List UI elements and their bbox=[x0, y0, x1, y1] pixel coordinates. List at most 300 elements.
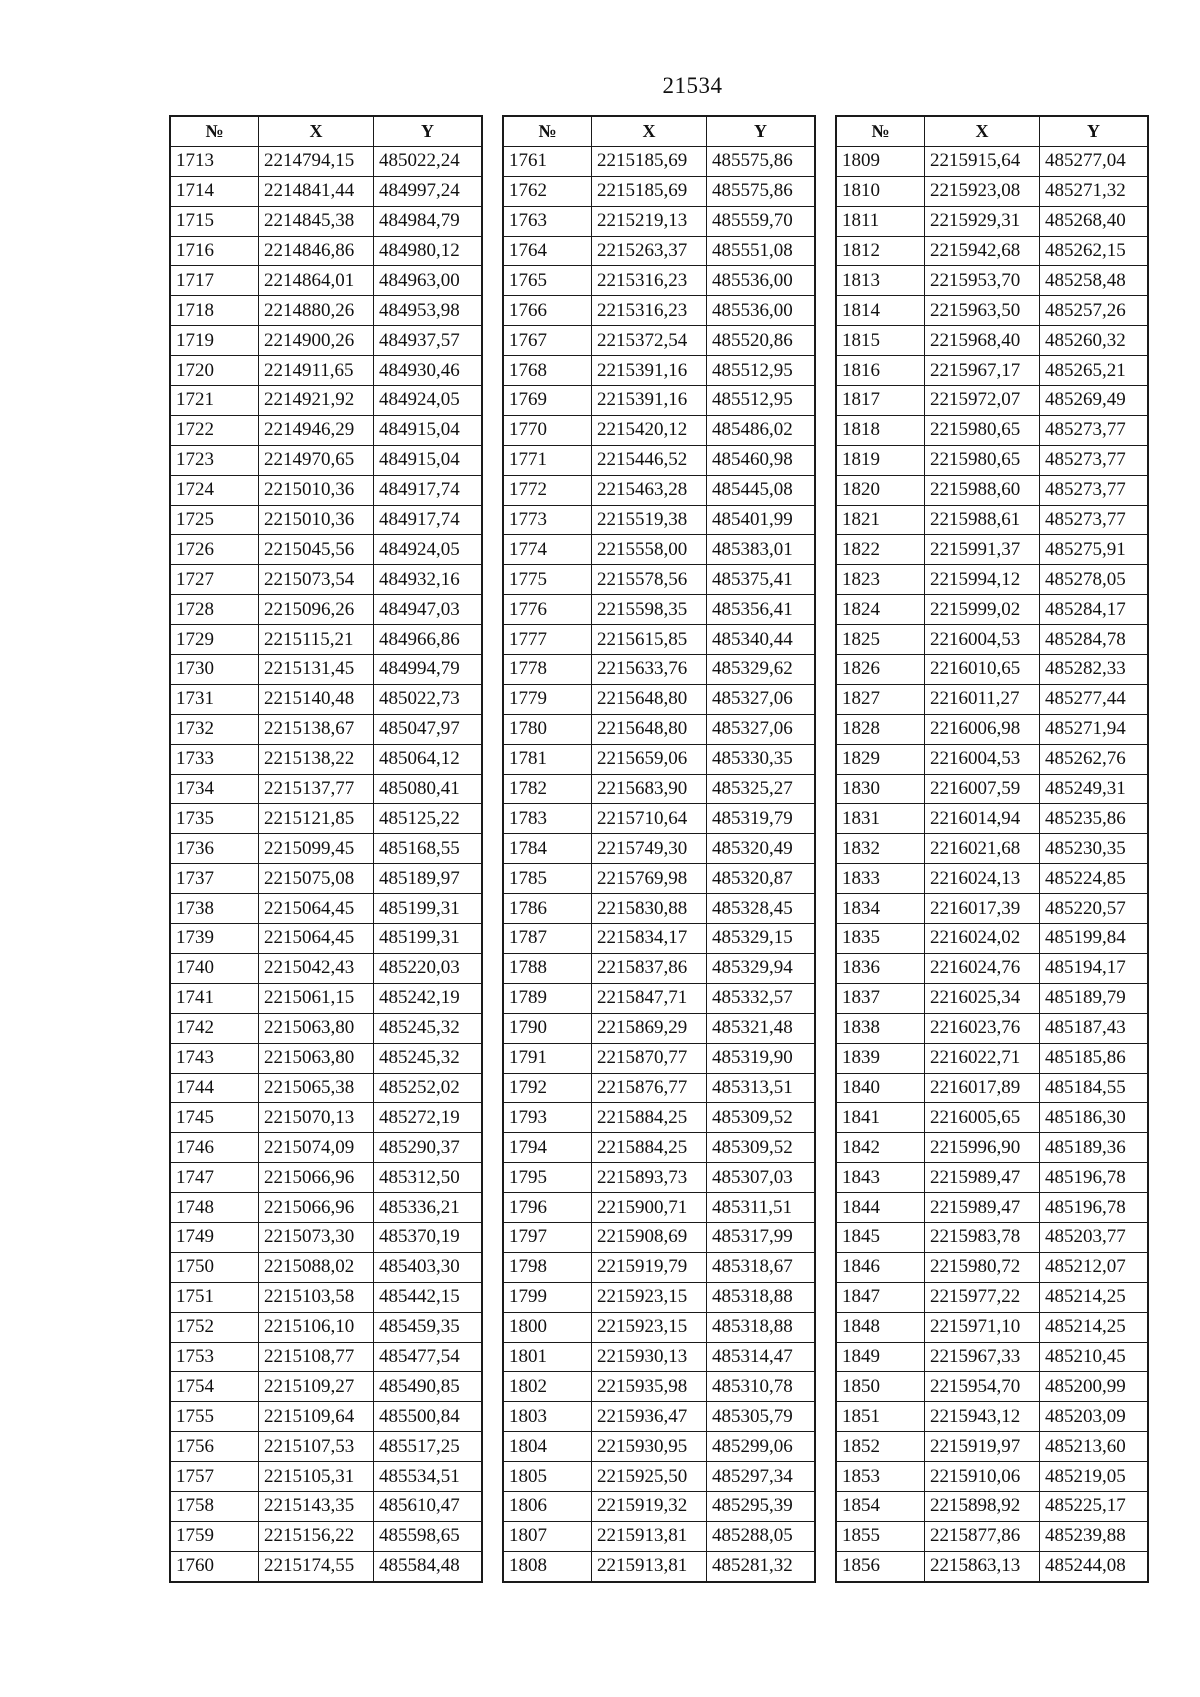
point-number-cell: 1831 bbox=[837, 804, 925, 834]
table-row bbox=[504, 1282, 815, 1312]
x-coordinate-cell: 2215749,30 bbox=[592, 834, 707, 864]
y-coordinate-cell: 485064,12 bbox=[374, 744, 482, 774]
y-coordinate-cell: 484937,57 bbox=[374, 326, 482, 356]
y-coordinate-cell: 485318,88 bbox=[707, 1282, 815, 1312]
table-row bbox=[171, 1491, 482, 1521]
point-number-cell: 1772 bbox=[504, 475, 592, 505]
table-row bbox=[837, 1193, 1148, 1223]
point-number-cell: 1713 bbox=[171, 146, 259, 176]
point-number-cell: 1808 bbox=[504, 1551, 592, 1581]
point-number-cell: 1731 bbox=[171, 684, 259, 714]
table-row bbox=[171, 146, 482, 176]
y-coordinate-cell: 484924,05 bbox=[374, 535, 482, 565]
point-number-cell: 1744 bbox=[171, 1073, 259, 1103]
y-coordinate-cell: 485383,01 bbox=[707, 535, 815, 565]
y-coordinate-cell: 485309,52 bbox=[707, 1133, 815, 1163]
x-coordinate-cell: 2216010,65 bbox=[925, 655, 1040, 685]
x-coordinate-cell: 2215834,17 bbox=[592, 924, 707, 954]
y-coordinate-cell: 485517,25 bbox=[374, 1432, 482, 1462]
point-number-cell: 1795 bbox=[504, 1163, 592, 1193]
x-coordinate-cell: 2215137,77 bbox=[259, 774, 374, 804]
table-row bbox=[171, 894, 482, 924]
x-coordinate-cell: 2216017,39 bbox=[925, 894, 1040, 924]
x-coordinate-cell: 2215156,22 bbox=[259, 1521, 374, 1551]
y-coordinate-cell: 485311,51 bbox=[707, 1193, 815, 1223]
point-number-cell: 1817 bbox=[837, 386, 925, 416]
y-coordinate-cell: 485273,77 bbox=[1040, 505, 1148, 535]
x-coordinate-cell: 2215558,00 bbox=[592, 535, 707, 565]
point-number-cell: 1832 bbox=[837, 834, 925, 864]
x-coordinate-cell: 2215391,16 bbox=[592, 356, 707, 386]
column-header-y: Y bbox=[1040, 117, 1148, 147]
table-row bbox=[504, 804, 815, 834]
point-number-cell: 1720 bbox=[171, 356, 259, 386]
table-row bbox=[837, 1222, 1148, 1252]
x-coordinate-cell: 2214970,65 bbox=[259, 445, 374, 475]
point-number-cell: 1809 bbox=[837, 146, 925, 176]
point-number-cell: 1819 bbox=[837, 445, 925, 475]
point-number-cell: 1790 bbox=[504, 1013, 592, 1043]
x-coordinate-cell: 2215065,38 bbox=[259, 1073, 374, 1103]
table-row bbox=[171, 1462, 482, 1492]
point-number-cell: 1745 bbox=[171, 1103, 259, 1133]
point-number-cell: 1835 bbox=[837, 924, 925, 954]
x-coordinate-cell: 2215185,69 bbox=[592, 146, 707, 176]
point-number-cell: 1742 bbox=[171, 1013, 259, 1043]
point-number-cell: 1781 bbox=[504, 744, 592, 774]
point-number-cell: 1852 bbox=[837, 1432, 925, 1462]
point-number-cell: 1791 bbox=[504, 1043, 592, 1073]
x-coordinate-cell: 2215463,28 bbox=[592, 475, 707, 505]
table-row bbox=[504, 445, 815, 475]
y-coordinate-cell: 485273,77 bbox=[1040, 475, 1148, 505]
y-coordinate-cell: 485318,67 bbox=[707, 1252, 815, 1282]
point-number-cell: 1757 bbox=[171, 1462, 259, 1492]
point-number-cell: 1773 bbox=[504, 505, 592, 535]
table-row bbox=[504, 595, 815, 625]
y-coordinate-cell: 485214,25 bbox=[1040, 1282, 1148, 1312]
point-number-cell: 1838 bbox=[837, 1013, 925, 1043]
column-header-x: X bbox=[925, 117, 1040, 147]
table-row bbox=[837, 1462, 1148, 1492]
x-coordinate-cell: 2214880,26 bbox=[259, 296, 374, 326]
y-coordinate-cell: 485242,19 bbox=[374, 983, 482, 1013]
table-row bbox=[837, 834, 1148, 864]
x-coordinate-cell: 2215010,36 bbox=[259, 475, 374, 505]
x-coordinate-cell: 2215769,98 bbox=[592, 864, 707, 894]
x-coordinate-cell: 2215316,23 bbox=[592, 296, 707, 326]
y-coordinate-cell: 485284,78 bbox=[1040, 625, 1148, 655]
y-coordinate-cell: 485262,15 bbox=[1040, 236, 1148, 266]
x-coordinate-cell: 2215996,90 bbox=[925, 1133, 1040, 1163]
x-coordinate-cell: 2215070,13 bbox=[259, 1103, 374, 1133]
point-number-cell: 1841 bbox=[837, 1103, 925, 1133]
point-number-cell: 1759 bbox=[171, 1521, 259, 1551]
point-number-cell: 1855 bbox=[837, 1521, 925, 1551]
point-number-cell: 1753 bbox=[171, 1342, 259, 1372]
table-row bbox=[837, 714, 1148, 744]
point-number-cell: 1844 bbox=[837, 1193, 925, 1223]
y-coordinate-cell: 485244,08 bbox=[1040, 1551, 1148, 1581]
table-row bbox=[504, 983, 815, 1013]
table-row bbox=[837, 386, 1148, 416]
y-coordinate-cell: 484997,24 bbox=[374, 176, 482, 206]
y-coordinate-cell: 485318,88 bbox=[707, 1312, 815, 1342]
x-coordinate-cell: 2215954,70 bbox=[925, 1372, 1040, 1402]
point-number-cell: 1717 bbox=[171, 266, 259, 296]
point-number-cell: 1740 bbox=[171, 953, 259, 983]
table-row bbox=[171, 595, 482, 625]
y-coordinate-cell: 485327,06 bbox=[707, 684, 815, 714]
column-header-y: Y bbox=[707, 117, 815, 147]
x-coordinate-cell: 2215877,86 bbox=[925, 1521, 1040, 1551]
x-coordinate-cell: 2215930,95 bbox=[592, 1432, 707, 1462]
table-header-row bbox=[504, 117, 815, 147]
x-coordinate-cell: 2215045,56 bbox=[259, 535, 374, 565]
point-number-cell: 1758 bbox=[171, 1491, 259, 1521]
x-coordinate-cell: 2215837,86 bbox=[592, 953, 707, 983]
point-number-cell: 1839 bbox=[837, 1043, 925, 1073]
table-row bbox=[171, 834, 482, 864]
table-row bbox=[171, 1521, 482, 1551]
x-coordinate-cell: 2215263,37 bbox=[592, 236, 707, 266]
y-coordinate-cell: 484980,12 bbox=[374, 236, 482, 266]
x-coordinate-cell: 2215977,22 bbox=[925, 1282, 1040, 1312]
y-coordinate-cell: 485332,57 bbox=[707, 983, 815, 1013]
point-number-cell: 1793 bbox=[504, 1103, 592, 1133]
x-coordinate-cell: 2216021,68 bbox=[925, 834, 1040, 864]
y-coordinate-cell: 484930,46 bbox=[374, 356, 482, 386]
table-row bbox=[504, 864, 815, 894]
y-coordinate-cell: 485185,86 bbox=[1040, 1043, 1148, 1073]
x-coordinate-cell: 2215578,56 bbox=[592, 565, 707, 595]
x-coordinate-cell: 2215913,81 bbox=[592, 1521, 707, 1551]
point-number-cell: 1787 bbox=[504, 924, 592, 954]
y-coordinate-cell: 484915,04 bbox=[374, 415, 482, 445]
y-coordinate-cell: 485200,99 bbox=[1040, 1372, 1148, 1402]
table-row bbox=[171, 445, 482, 475]
table-row bbox=[837, 894, 1148, 924]
point-number-cell: 1766 bbox=[504, 296, 592, 326]
point-number-cell: 1824 bbox=[837, 595, 925, 625]
point-number-cell: 1726 bbox=[171, 535, 259, 565]
x-coordinate-cell: 2215074,09 bbox=[259, 1133, 374, 1163]
x-coordinate-cell: 2215847,71 bbox=[592, 983, 707, 1013]
table-row bbox=[171, 1402, 482, 1432]
point-number-cell: 1820 bbox=[837, 475, 925, 505]
x-coordinate-cell: 2216004,53 bbox=[925, 744, 1040, 774]
point-number-cell: 1794 bbox=[504, 1133, 592, 1163]
y-coordinate-cell: 485275,91 bbox=[1040, 535, 1148, 565]
y-coordinate-cell: 485312,50 bbox=[374, 1163, 482, 1193]
point-number-cell: 1856 bbox=[837, 1551, 925, 1581]
point-number-cell: 1714 bbox=[171, 176, 259, 206]
table-row bbox=[837, 1282, 1148, 1312]
x-coordinate-cell: 2215633,76 bbox=[592, 655, 707, 685]
table-row bbox=[171, 505, 482, 535]
y-coordinate-cell: 485500,84 bbox=[374, 1402, 482, 1432]
point-number-cell: 1735 bbox=[171, 804, 259, 834]
x-coordinate-cell: 2215061,15 bbox=[259, 983, 374, 1013]
table-row bbox=[171, 1163, 482, 1193]
y-coordinate-cell: 485189,79 bbox=[1040, 983, 1148, 1013]
point-number-cell: 1806 bbox=[504, 1491, 592, 1521]
x-coordinate-cell: 2215953,70 bbox=[925, 266, 1040, 296]
x-coordinate-cell: 2215999,02 bbox=[925, 595, 1040, 625]
table-row bbox=[837, 475, 1148, 505]
table-row bbox=[837, 326, 1148, 356]
x-coordinate-cell: 2216011,27 bbox=[925, 684, 1040, 714]
point-number-cell: 1801 bbox=[504, 1342, 592, 1372]
x-coordinate-cell: 2214946,29 bbox=[259, 415, 374, 445]
point-number-cell: 1729 bbox=[171, 625, 259, 655]
y-coordinate-cell: 485168,55 bbox=[374, 834, 482, 864]
table-row bbox=[837, 1252, 1148, 1282]
point-number-cell: 1718 bbox=[171, 296, 259, 326]
y-coordinate-cell: 485575,86 bbox=[707, 176, 815, 206]
x-coordinate-cell: 2215420,12 bbox=[592, 415, 707, 445]
y-coordinate-cell: 484915,04 bbox=[374, 445, 482, 475]
point-number-cell: 1734 bbox=[171, 774, 259, 804]
x-coordinate-cell: 2216005,65 bbox=[925, 1103, 1040, 1133]
y-coordinate-cell: 485460,98 bbox=[707, 445, 815, 475]
table-row bbox=[504, 535, 815, 565]
x-coordinate-cell: 2215830,88 bbox=[592, 894, 707, 924]
x-coordinate-cell: 2215936,47 bbox=[592, 1402, 707, 1432]
y-coordinate-cell: 484932,16 bbox=[374, 565, 482, 595]
y-coordinate-cell: 485249,31 bbox=[1040, 774, 1148, 804]
point-number-cell: 1780 bbox=[504, 714, 592, 744]
y-coordinate-cell: 485320,49 bbox=[707, 834, 815, 864]
point-number-cell: 1722 bbox=[171, 415, 259, 445]
table-row bbox=[837, 983, 1148, 1013]
y-coordinate-cell: 485559,70 bbox=[707, 206, 815, 236]
table-row bbox=[171, 1432, 482, 1462]
table-row bbox=[171, 924, 482, 954]
table-row bbox=[171, 236, 482, 266]
point-number-cell: 1746 bbox=[171, 1133, 259, 1163]
point-number-cell: 1848 bbox=[837, 1312, 925, 1342]
y-coordinate-cell: 485314,47 bbox=[707, 1342, 815, 1372]
x-coordinate-cell: 2216014,94 bbox=[925, 804, 1040, 834]
x-coordinate-cell: 2215994,12 bbox=[925, 565, 1040, 595]
x-coordinate-cell: 2215064,45 bbox=[259, 924, 374, 954]
y-coordinate-cell: 485477,54 bbox=[374, 1342, 482, 1372]
point-number-cell: 1721 bbox=[171, 386, 259, 416]
x-coordinate-cell: 2215174,55 bbox=[259, 1551, 374, 1581]
x-coordinate-cell: 2214794,15 bbox=[259, 146, 374, 176]
x-coordinate-cell: 2215391,16 bbox=[592, 386, 707, 416]
table-row bbox=[504, 236, 815, 266]
y-coordinate-cell: 485277,44 bbox=[1040, 684, 1148, 714]
x-coordinate-cell: 2215989,47 bbox=[925, 1163, 1040, 1193]
point-number-cell: 1823 bbox=[837, 565, 925, 595]
point-number-cell: 1836 bbox=[837, 953, 925, 983]
column-header-x: X bbox=[592, 117, 707, 147]
y-coordinate-cell: 485213,60 bbox=[1040, 1432, 1148, 1462]
table-row bbox=[171, 535, 482, 565]
table-row bbox=[504, 415, 815, 445]
table-row bbox=[837, 356, 1148, 386]
table-row bbox=[837, 296, 1148, 326]
x-coordinate-cell: 2216024,76 bbox=[925, 953, 1040, 983]
table-row bbox=[171, 1103, 482, 1133]
x-coordinate-cell: 2215884,25 bbox=[592, 1103, 707, 1133]
table-row bbox=[504, 1193, 815, 1223]
y-coordinate-cell: 485290,37 bbox=[374, 1133, 482, 1163]
x-coordinate-cell: 2215971,10 bbox=[925, 1312, 1040, 1342]
table-row bbox=[837, 744, 1148, 774]
x-coordinate-cell: 2215923,08 bbox=[925, 176, 1040, 206]
table-header-row bbox=[837, 117, 1148, 147]
x-coordinate-cell: 2215919,97 bbox=[925, 1432, 1040, 1462]
x-coordinate-cell: 2215923,15 bbox=[592, 1312, 707, 1342]
y-coordinate-cell: 485080,41 bbox=[374, 774, 482, 804]
table-row bbox=[504, 326, 815, 356]
x-coordinate-cell: 2215105,31 bbox=[259, 1462, 374, 1492]
y-coordinate-cell: 485282,33 bbox=[1040, 655, 1148, 685]
x-coordinate-cell: 2215010,36 bbox=[259, 505, 374, 535]
table-row bbox=[504, 206, 815, 236]
table-row bbox=[171, 1252, 482, 1282]
x-coordinate-cell: 2215088,02 bbox=[259, 1252, 374, 1282]
table-row bbox=[171, 625, 482, 655]
point-number-cell: 1770 bbox=[504, 415, 592, 445]
point-number-cell: 1764 bbox=[504, 236, 592, 266]
table-row bbox=[504, 1342, 815, 1372]
y-coordinate-cell: 485258,48 bbox=[1040, 266, 1148, 296]
point-number-cell: 1756 bbox=[171, 1432, 259, 1462]
y-coordinate-cell: 485230,35 bbox=[1040, 834, 1148, 864]
y-coordinate-cell: 485575,86 bbox=[707, 146, 815, 176]
table-row bbox=[504, 834, 815, 864]
x-coordinate-cell: 2215316,23 bbox=[592, 266, 707, 296]
x-coordinate-cell: 2215138,67 bbox=[259, 714, 374, 744]
table-row bbox=[837, 625, 1148, 655]
point-number-cell: 1779 bbox=[504, 684, 592, 714]
x-coordinate-cell: 2215967,33 bbox=[925, 1342, 1040, 1372]
y-coordinate-cell: 485125,22 bbox=[374, 804, 482, 834]
point-number-cell: 1810 bbox=[837, 176, 925, 206]
table-row bbox=[837, 1312, 1148, 1342]
point-number-cell: 1798 bbox=[504, 1252, 592, 1282]
x-coordinate-cell: 2214864,01 bbox=[259, 266, 374, 296]
table-row bbox=[171, 655, 482, 685]
point-number-cell: 1765 bbox=[504, 266, 592, 296]
table-row bbox=[837, 266, 1148, 296]
point-number-cell: 1822 bbox=[837, 535, 925, 565]
table-row bbox=[504, 1551, 815, 1581]
y-coordinate-cell: 485199,31 bbox=[374, 894, 482, 924]
y-coordinate-cell: 485277,04 bbox=[1040, 146, 1148, 176]
table-row bbox=[171, 475, 482, 505]
x-coordinate-cell: 2215108,77 bbox=[259, 1342, 374, 1372]
y-coordinate-cell: 485319,90 bbox=[707, 1043, 815, 1073]
point-number-cell: 1799 bbox=[504, 1282, 592, 1312]
y-coordinate-cell: 484917,74 bbox=[374, 475, 482, 505]
table-row bbox=[837, 1163, 1148, 1193]
y-coordinate-cell: 485490,85 bbox=[374, 1372, 482, 1402]
y-coordinate-cell: 485186,30 bbox=[1040, 1103, 1148, 1133]
y-coordinate-cell: 485260,32 bbox=[1040, 326, 1148, 356]
x-coordinate-cell: 2215942,68 bbox=[925, 236, 1040, 266]
point-number-cell: 1786 bbox=[504, 894, 592, 924]
table-row bbox=[171, 953, 482, 983]
table-row bbox=[504, 774, 815, 804]
x-coordinate-cell: 2216024,13 bbox=[925, 864, 1040, 894]
table-row bbox=[171, 1193, 482, 1223]
y-coordinate-cell: 485189,97 bbox=[374, 864, 482, 894]
point-number-cell: 1853 bbox=[837, 1462, 925, 1492]
y-coordinate-cell: 485327,06 bbox=[707, 714, 815, 744]
table-row bbox=[504, 1521, 815, 1551]
y-coordinate-cell: 485224,85 bbox=[1040, 864, 1148, 894]
point-number-cell: 1771 bbox=[504, 445, 592, 475]
x-coordinate-cell: 2215930,13 bbox=[592, 1342, 707, 1372]
y-coordinate-cell: 485330,35 bbox=[707, 744, 815, 774]
y-coordinate-cell: 485199,31 bbox=[374, 924, 482, 954]
table-row bbox=[171, 326, 482, 356]
table-row bbox=[837, 1521, 1148, 1551]
y-coordinate-cell: 485401,99 bbox=[707, 505, 815, 535]
table-row bbox=[504, 296, 815, 326]
x-coordinate-cell: 2215648,80 bbox=[592, 684, 707, 714]
table-row bbox=[837, 1491, 1148, 1521]
x-coordinate-cell: 2215121,85 bbox=[259, 804, 374, 834]
x-coordinate-cell: 2216007,59 bbox=[925, 774, 1040, 804]
table-row bbox=[504, 744, 815, 774]
table-row bbox=[171, 296, 482, 326]
y-coordinate-cell: 485284,17 bbox=[1040, 595, 1148, 625]
x-coordinate-cell: 2216024,02 bbox=[925, 924, 1040, 954]
table-row bbox=[504, 1372, 815, 1402]
x-coordinate-cell: 2215131,45 bbox=[259, 655, 374, 685]
x-coordinate-cell: 2215106,10 bbox=[259, 1312, 374, 1342]
x-coordinate-cell: 2215372,54 bbox=[592, 326, 707, 356]
x-coordinate-cell: 2215185,69 bbox=[592, 176, 707, 206]
y-coordinate-cell: 485536,00 bbox=[707, 266, 815, 296]
y-coordinate-cell: 485321,48 bbox=[707, 1013, 815, 1043]
y-coordinate-cell: 485320,87 bbox=[707, 864, 815, 894]
table-row bbox=[171, 684, 482, 714]
y-coordinate-cell: 485329,15 bbox=[707, 924, 815, 954]
y-coordinate-cell: 485220,57 bbox=[1040, 894, 1148, 924]
table-row bbox=[504, 1073, 815, 1103]
x-coordinate-cell: 2215870,77 bbox=[592, 1043, 707, 1073]
table-row bbox=[504, 684, 815, 714]
table-row bbox=[504, 1432, 815, 1462]
point-number-cell: 1750 bbox=[171, 1252, 259, 1282]
table-row bbox=[837, 804, 1148, 834]
y-coordinate-cell: 485536,00 bbox=[707, 296, 815, 326]
x-coordinate-cell: 2216006,98 bbox=[925, 714, 1040, 744]
x-coordinate-cell: 2215900,71 bbox=[592, 1193, 707, 1223]
x-coordinate-cell: 2215884,25 bbox=[592, 1133, 707, 1163]
table-row bbox=[171, 206, 482, 236]
y-coordinate-cell: 484966,86 bbox=[374, 625, 482, 655]
table-row bbox=[504, 266, 815, 296]
column-header-number: № bbox=[504, 117, 592, 147]
y-coordinate-cell: 485598,65 bbox=[374, 1521, 482, 1551]
table-row bbox=[837, 146, 1148, 176]
y-coordinate-cell: 485252,02 bbox=[374, 1073, 482, 1103]
table-row bbox=[171, 176, 482, 206]
y-coordinate-cell: 485307,03 bbox=[707, 1163, 815, 1193]
point-number-cell: 1807 bbox=[504, 1521, 592, 1551]
table-row bbox=[837, 1103, 1148, 1133]
y-coordinate-cell: 485245,32 bbox=[374, 1013, 482, 1043]
table-row bbox=[837, 684, 1148, 714]
